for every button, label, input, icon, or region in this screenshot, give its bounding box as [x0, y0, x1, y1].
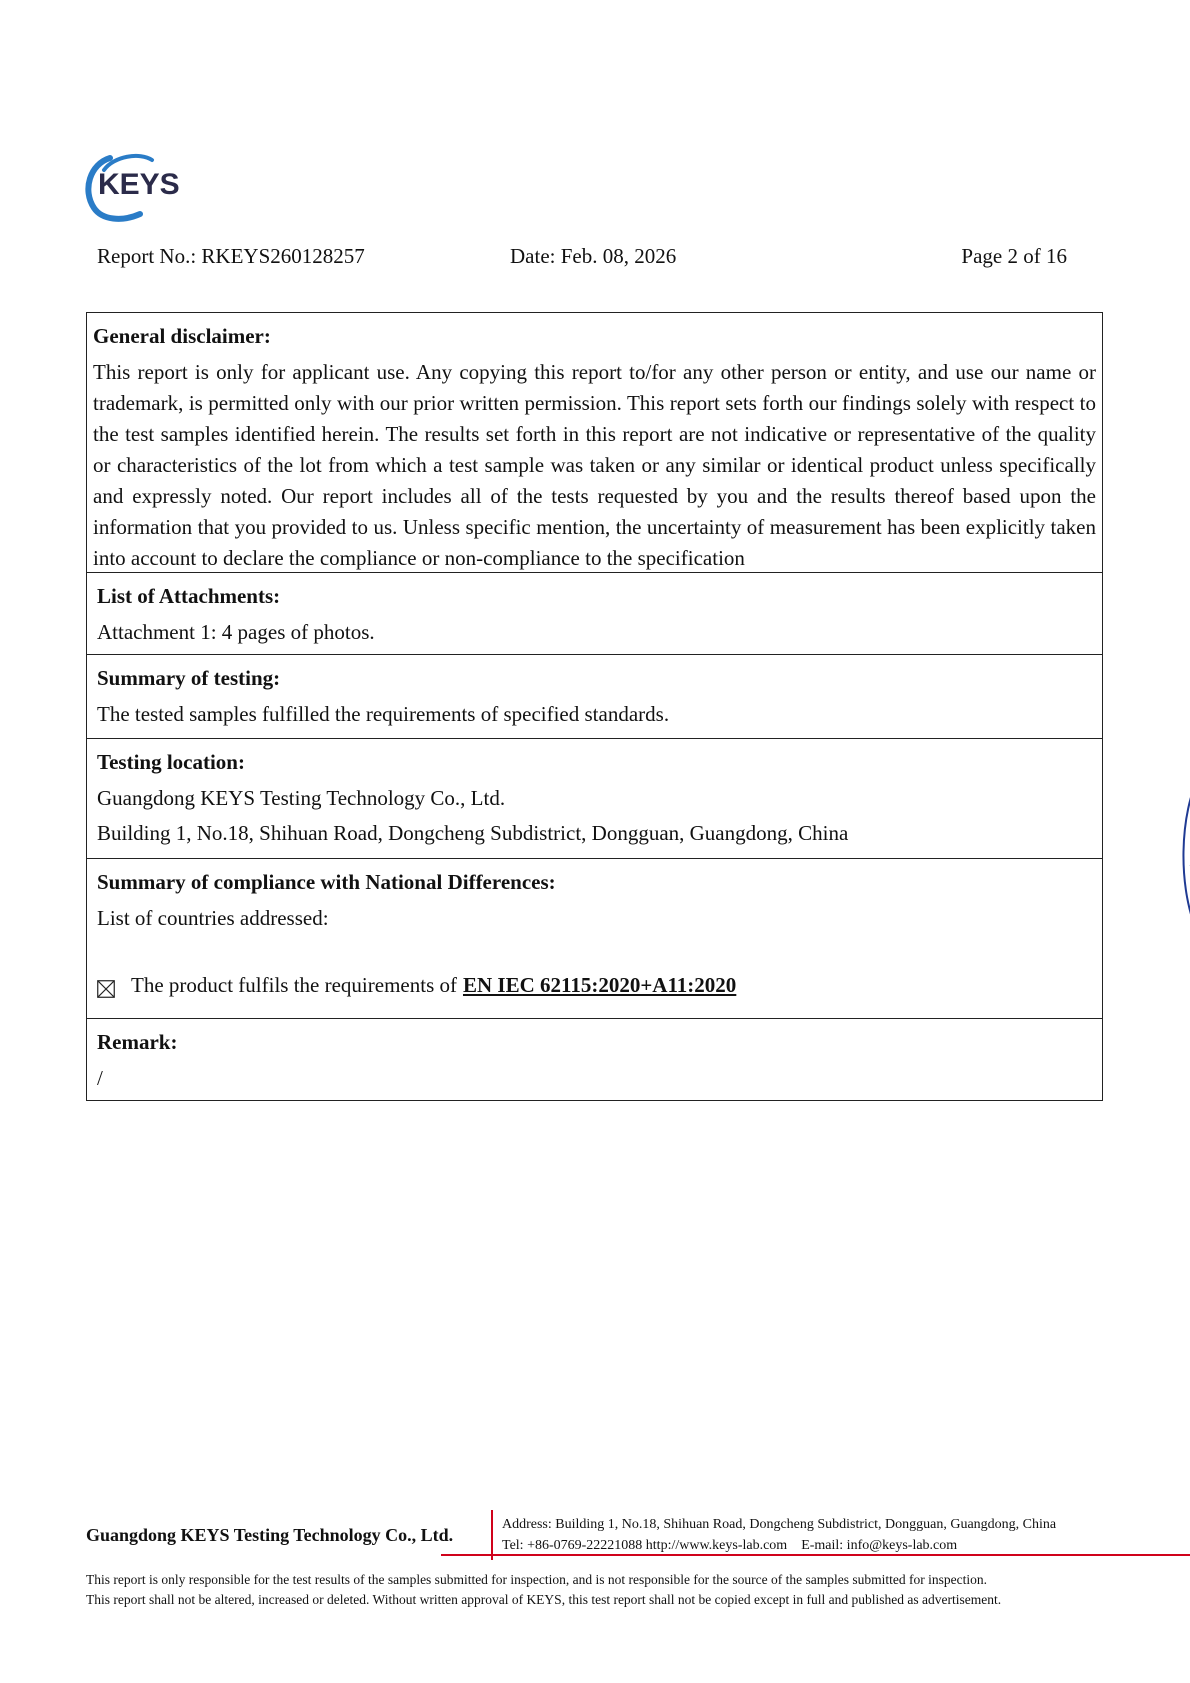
footer-note-1: This report is only responsible for the test results of the samples submitted for inspection, and is not responsible for the source of the samples submitted for inspection. — [86, 1572, 987, 1587]
testing-location-title: Testing location: — [97, 750, 245, 774]
footer-note-2: This report shall not be altered, increased or deleted. Without written approval of KEYS, this test report shall not be copied except in full and published as advertisement. — [86, 1592, 1002, 1607]
logo-text: KEYS — [98, 168, 180, 201]
footer-contact: Tel: +86-0769-22221088 http://www.keys-lab.com E-mail: info@keys-lab.com — [502, 1538, 958, 1553]
footer-company-name: Guangdong KEYS Testing Technology Co., Ltd. — [86, 1525, 454, 1545]
national-differences-section — [87, 858, 1102, 1018]
report-summary-table — [86, 312, 1103, 1101]
summary-of-testing-title: Summary of testing: — [97, 666, 281, 690]
general-disclaimer-text: This report is only for applicant use. Any copying this report to/for any other person or entity, and use our name or trademark, is permitted only with our prior written permission. This report sets forth our findings solely with respect to the test samples identified herein. The results set forth in this report are not indicative or representative of the quality or characteristics of the lot from which a test sample was taken or any similar or identical product unless specifically and expressly noted. Our report includes all of the tests requested by you and the results thereof based upon the information that you provided to us. Unless specific mention, the uncertainty of measurement has been explicitly taken into account to declare the compliance or non-compliance to the specification — [93, 360, 1096, 570]
footer-divider-vertical — [491, 1510, 493, 1560]
remark-text: / — [97, 1066, 103, 1090]
general-disclaimer-title: General disclaimer: — [93, 324, 271, 348]
attachments-title: List of Attachments: — [97, 584, 281, 608]
attachments-section — [87, 572, 1102, 654]
general-disclaimer-section — [87, 313, 1102, 572]
seal-stamp-partial — [1172, 770, 1190, 940]
compliance-statement — [97, 970, 1092, 1000]
summary-of-testing-section — [87, 654, 1102, 738]
report-header — [97, 244, 1067, 274]
footer-legal-note — [86, 1570, 1001, 1610]
attachments-text: Attachment 1: 4 pages of photos. — [97, 620, 375, 644]
compliance-text: The product fulfils the requirements of — [131, 973, 457, 997]
remark-section — [87, 1018, 1102, 1100]
report-number: Report No.: RKEYS260128257 — [97, 244, 365, 268]
testing-location-company: Guangdong KEYS Testing Technology Co., Ltd. — [97, 786, 506, 810]
testing-location-section — [87, 738, 1102, 858]
summary-of-testing-text: The tested samples fulfilled the requirements of specified standards. — [97, 702, 670, 726]
keys-logo — [82, 150, 192, 225]
testing-location-address: Building 1, No.18, Shihuan Road, Dongcheng Subdistrict, Dongguan, Guangdong, China — [97, 821, 849, 845]
countries-addressed-label: List of countries addressed: — [97, 906, 329, 930]
page-number: Page 2 of 16 — [961, 244, 1067, 268]
report-date: Date: Feb. 08, 2026 — [510, 244, 677, 268]
national-differences-title: Summary of compliance with National Differences: — [97, 870, 556, 894]
remark-title: Remark: — [97, 1030, 178, 1054]
checked-box-icon — [97, 976, 115, 994]
footer-address: Address: Building 1, No.18, Shihuan Road, Dongcheng Subdistrict, Dongguan, Guangdong, China — [502, 1517, 1057, 1532]
footer-contact-block — [502, 1514, 1056, 1556]
standard-reference: EN IEC 62115:2020+A11:2020 — [462, 973, 737, 997]
page-footer — [86, 1510, 1116, 1630]
